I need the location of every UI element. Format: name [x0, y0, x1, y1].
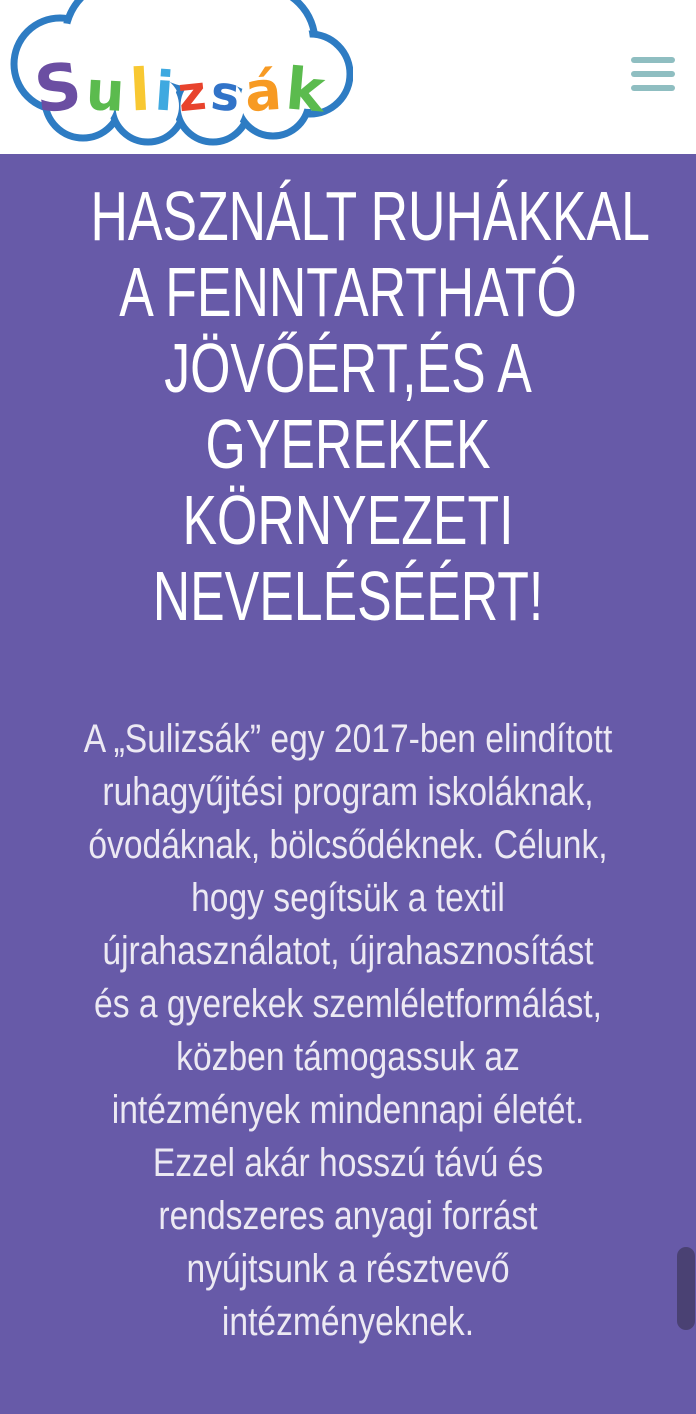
- logo-letter: l: [128, 55, 152, 125]
- intro-paragraph-line: nyújtsunk a résztvevő: [186, 1247, 510, 1291]
- logo-letter: s: [208, 64, 243, 124]
- page-title-line: A FENNTARTHATÓ: [119, 253, 577, 331]
- logo-letter: á: [242, 58, 284, 125]
- page-title-line: KÖRNYEZETI: [182, 481, 514, 559]
- page-title-line: NEVELÉSÉÉRT!: [152, 557, 544, 635]
- page-title-line: JÖVŐÉRT,ÉS A: [164, 329, 532, 407]
- site-header: [0, 0, 696, 154]
- intro-paragraph-line: intézmények mindennapi életét.: [111, 1088, 585, 1132]
- logo-letter: k: [283, 54, 328, 126]
- page-title-line: GYEREKEK: [205, 405, 491, 483]
- logo-wordmark: [14, 49, 346, 129]
- intro-paragraph: [56, 713, 641, 1349]
- intro-paragraph-line: intézményeknek.: [221, 1300, 475, 1344]
- intro-paragraph-line: rendszeres anyagi forrást: [158, 1194, 538, 1238]
- sulizsak-logo[interactable]: [8, 0, 353, 154]
- logo-letter: z: [175, 64, 209, 124]
- hamburger-menu-button[interactable]: [631, 57, 675, 91]
- hero-section: [0, 154, 696, 1414]
- intro-paragraph-line: és a gyerekek szemléletformálást,: [94, 982, 602, 1026]
- page-title-line: HASZNÁLT RUHÁKKAL: [90, 177, 650, 255]
- hamburger-bar: [631, 71, 675, 77]
- logo-letter: u: [84, 59, 127, 124]
- intro-paragraph-line: hogy segítsük a textil: [191, 876, 505, 920]
- intro-paragraph-line: óvodáknak, bölcsődéknek. Célunk,: [88, 823, 608, 867]
- intro-paragraph-line: újrahasználatot, újrahasznosítást: [102, 929, 594, 973]
- hamburger-bar: [631, 85, 675, 91]
- hamburger-bar: [631, 57, 675, 63]
- scrollbar-thumb[interactable]: [677, 1247, 695, 1330]
- intro-paragraph-line: közben támogassuk az: [176, 1035, 520, 1079]
- intro-paragraph-line: ruhagyűjtési program iskoláknak,: [102, 770, 594, 814]
- logo-letter: i: [152, 59, 176, 124]
- page-title: [90, 154, 650, 635]
- intro-paragraph-line: A „Sulizsák” egy 2017-ben elindított: [83, 717, 613, 761]
- intro-paragraph-line: Ezzel akár hosszú távú és: [152, 1141, 544, 1185]
- logo-letter: S: [30, 49, 86, 129]
